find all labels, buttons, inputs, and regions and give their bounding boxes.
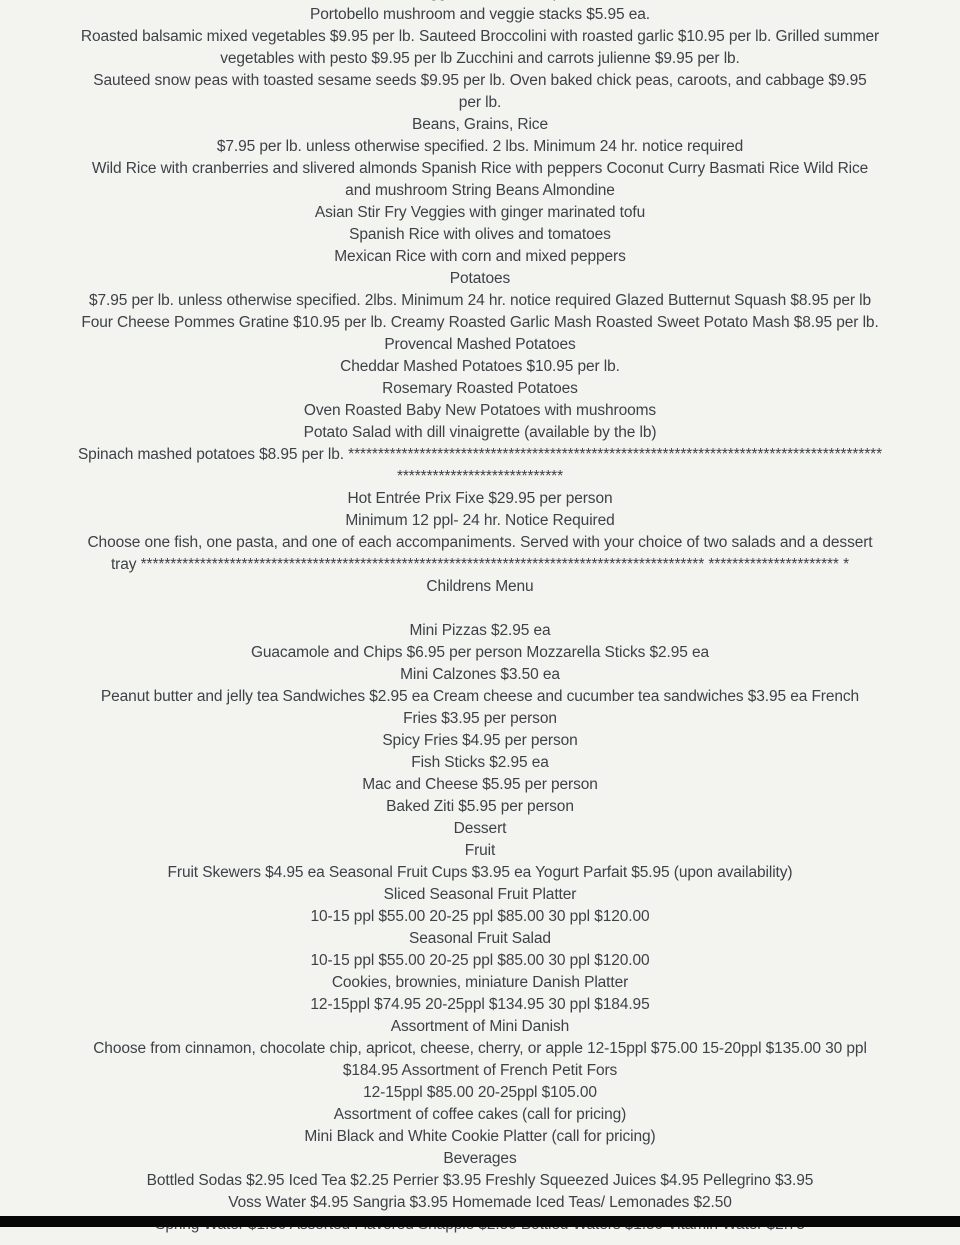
menu-line: $7.95 per lb. unless otherwise specified. 2 lbs. Minimum 24 hr. notice required [216, 138, 744, 155]
menu-line: **************************** [396, 468, 564, 485]
menu-line: vegetables with pesto $9.95 per lb Zucchini and carrots julienne $9.95 per lb. [220, 50, 740, 67]
menu-line: 10-15 ppl $55.00 20-25 ppl $85.00 30 ppl $120.00 [310, 908, 650, 925]
menu-line: Minimum 12 ppl- 24 hr. Notice Required [345, 512, 615, 529]
menu-line: Peanut butter and jelly tea Sandwiches $2.95 ea Cream cheese and cucumber tea sandwiches $3.95 ea French [100, 688, 860, 705]
menu-line: Spanish Rice with olives and tomatoes [349, 226, 611, 243]
menu-line: Hot Entrée Prix Fixe $29.95 per person [347, 490, 613, 507]
section-heading-line: Beans, Grains, Rice [412, 116, 548, 133]
menu-line: Sliced Seasonal Fruit Platter [383, 886, 577, 903]
menu-line: Oven Roasted Baby New Potatoes with mushrooms [303, 402, 657, 419]
menu-line: Seasonal Fruit Salad [409, 930, 551, 947]
menu-line: Mexican Rice with corn and mixed peppers [334, 248, 626, 265]
section-heading-line: Beverages [443, 1150, 517, 1167]
menu-line: Rosemary Roasted Potatoes [382, 380, 578, 397]
menu-line: Asian Stir Fry Veggies with ginger marinated tofu [314, 204, 646, 221]
menu-line: Portobello mushroom and veggie stacks $5.95 ea. [310, 6, 650, 23]
menu-line: Fruit Skewers $4.95 ea Seasonal Fruit Cups $3.95 ea Yogurt Parfait $5.95 (upon availability) [167, 864, 793, 881]
menu-line: Wild Rice with cranberries and slivered almonds Spanish Rice with peppers Coconut Curry Basmati Rice Wild Rice [91, 160, 869, 177]
menu-line: Sauteed snow peas with toasted sesame seeds $9.95 per lb. Oven baked chick peas, caroots, and cabbage $9.95 [93, 72, 867, 89]
menu-line: Baked Ziti $5.95 per person [386, 798, 574, 815]
menu-line: and mushroom String Beans Almondine [345, 182, 615, 199]
menu-line: Guacamole and Chips $6.95 per person Mozzarella Sticks $2.95 ea [250, 644, 710, 661]
menu-line: Cookies, brownies, miniature Danish Platter [331, 974, 629, 991]
section-heading-line: Fruit [464, 842, 496, 859]
bottom-black-bar [0, 1216, 960, 1227]
menu-line: Provencal Mashed Potatoes [384, 336, 576, 353]
blank-line [0, 598, 960, 620]
menu-line: 12-15ppl $85.00 20-25ppl $105.00 [363, 1084, 597, 1101]
menu-line: tray *********************************************************************************************** ********************** * [110, 556, 850, 573]
menu-line: Spinach mashed potatoes $8.95 per lb. ****************************************************************************************** [77, 446, 883, 463]
menu-line: Fries $3.95 per person [403, 710, 557, 727]
menu-line: Mini Black and White Cookie Platter (call for pricing) [304, 1128, 656, 1145]
menu-line: Choose one fish, one pasta, and one of each accompaniments. Served with your choice of two salads and a dessert [87, 534, 873, 551]
menu-line: Mini Pizzas $2.95 ea [409, 622, 551, 639]
menu-line: per lb. [458, 94, 502, 111]
menu-line: 12-15ppl $74.95 20-25ppl $134.95 30 ppl $184.95 [310, 996, 650, 1013]
menu-line: Cheddar Mashed Potatoes $10.95 per lb. [340, 358, 620, 375]
menu-line: Mini Calzones $3.50 ea [400, 666, 560, 683]
menu-line: Assortment of Mini Danish [390, 1018, 570, 1035]
section-heading-line: Potatoes [449, 270, 511, 287]
menu-line: Roasted balsamic mixed vegetables $9.95 per lb. Sauteed Broccolini with roasted garlic $10.95 per lb. Grilled summer [80, 28, 880, 45]
menu-line: Potato Salad with dill vinaigrette (available by the lb) [303, 424, 657, 441]
menu-line: Spicy Fries $4.95 per person [382, 732, 578, 749]
menu-line: 10-15 ppl $55.00 20-25 ppl $85.00 30 ppl $120.00 [310, 952, 650, 969]
menu-line: Choose from cinnamon, chocolate chip, apricot, cheese, cherry, or apple 12-15ppl $75.00 15-20ppl $135.00 30 ppl [93, 1040, 867, 1057]
menu-line: Fish Sticks $2.95 ea [411, 754, 549, 771]
menu-line: Bottled Sodas $2.95 Iced Tea $2.25 Perrier $3.95 Freshly Squeezed Juices $4.95 Pellegrino $3.95 [146, 1172, 814, 1189]
menu-line: Assortment of coffee cakes (call for pricing) [333, 1106, 627, 1123]
menu-line: Four Cheese Pommes Gratine $10.95 per lb. Creamy Roasted Garlic Mash Roasted Sweet Potato Mash $8.95 per lb. [81, 314, 879, 331]
menu-line: Mac and Cheese $5.95 per person [362, 776, 598, 793]
section-heading-line: Childrens Menu [426, 578, 534, 595]
menu-line: Voss Water $4.95 Sangria $3.95 Homemade Iced Teas/ Lemonades $2.50 [228, 1194, 732, 1211]
section-heading-line: Dessert [453, 820, 507, 837]
menu-line: $7.95 per lb. unless otherwise specified. 2lbs. Minimum 24 hr. notice required Glazed Butternut Squash $8.95 per lb [88, 292, 872, 309]
menu-line: $184.95 Assortment of French Petit Fors [342, 1062, 618, 1079]
